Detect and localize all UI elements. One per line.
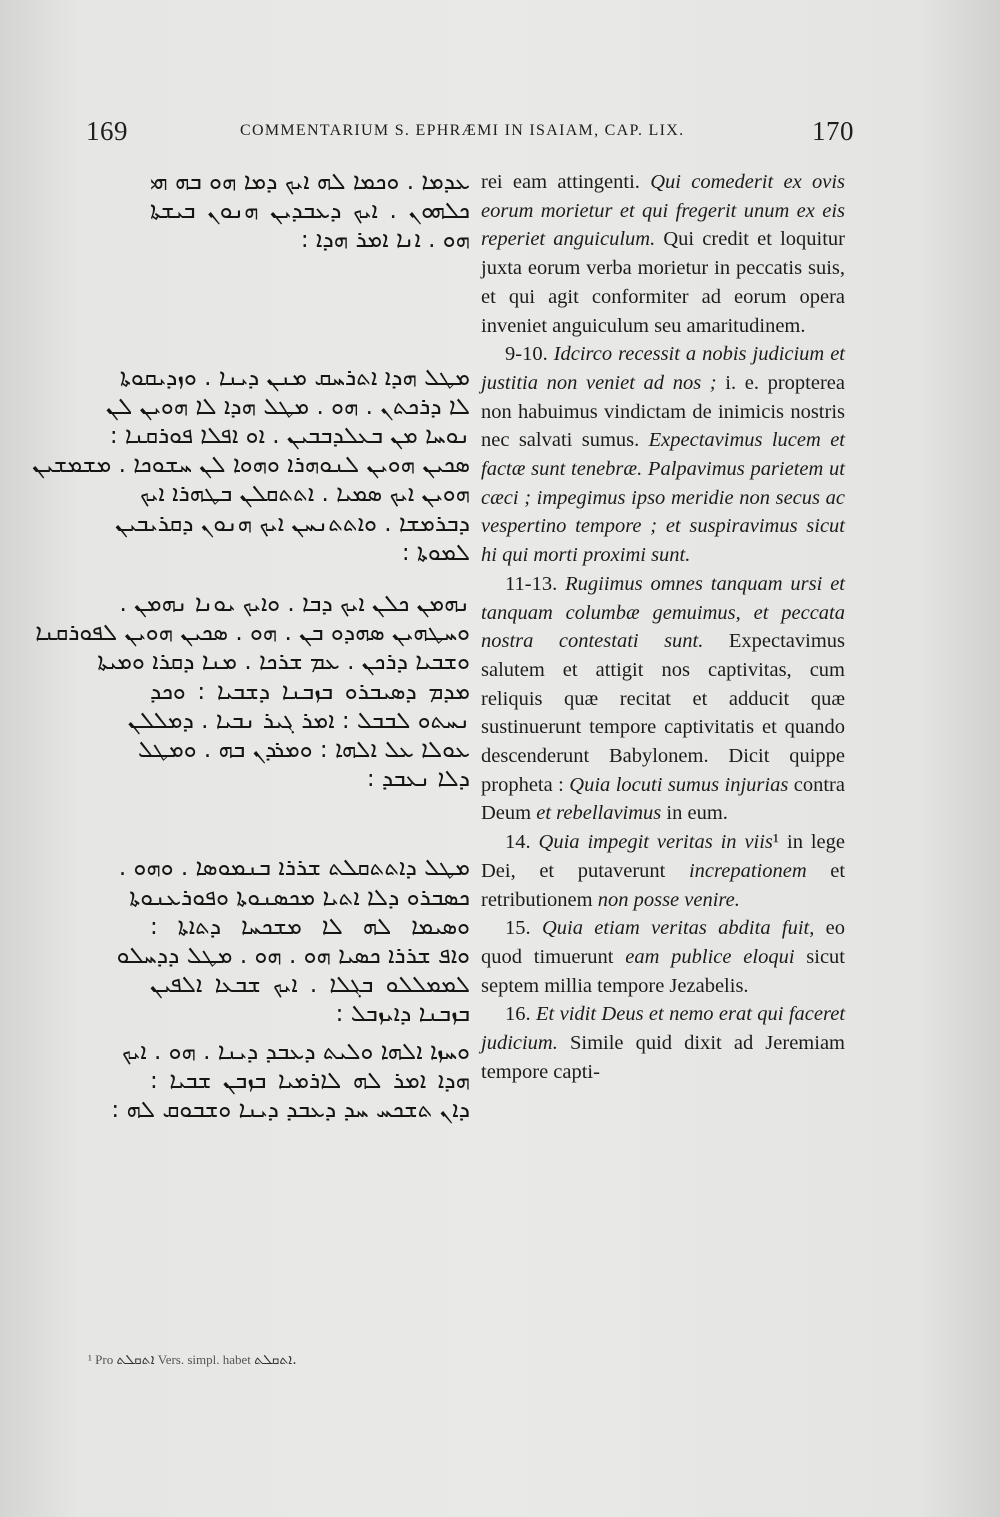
italic-text: Idcirco recessit a nobis judicium et justitia non veniet ad nos ; — [481, 343, 845, 394]
italic-text: non posse venire. — [597, 888, 740, 911]
syriac-line: ܘܐܦ ܫܪܪܐ ܟܣܝܐ ܗܘ . ܗܘ . ܡܛܠ ܕܕܚܠܘ — [116, 943, 470, 970]
latin-paragraph — [481, 570, 845, 828]
syriac-line: ܕܐܢ ܬܫܟܚ ܚܕ ܕܥܒܕ ܕܝܢܐ ܘܫܒܘܩ ܠܗ : — [111, 1097, 470, 1124]
syriac-line: ܢܘܚܐ ܡܢ ܒܥܠܕܒܒܝܢ . ܐܘ ܐܦܠܐ ܦܘܪܩܢܐ : — [109, 423, 470, 450]
roman-text: eo quod timuerunt — [481, 917, 845, 968]
roman-text: 16. — [505, 1003, 537, 1026]
syriac-column — [32, 168, 470, 1125]
footnote-prefix: ¹ Pro — [88, 1352, 114, 1367]
syriac-line: ܟܠܗܘܢ . ܐܝܟ ܕܥܒܕܝܢ ܗܢܘܢ ܒܝܫܬܐ — [150, 198, 470, 225]
syriac-line: ܥܘܠܐ ܥܠ ܐܠܗܐ : ܘܡܪܕܢ ܒܗ . ܘܡܛܠ — [137, 737, 470, 764]
syriac-line: ܗܘܝܢ ܐܝܟ ܣܡܝܐ . ܐܬܬܩܠܢ ܒܛܗܪܐ ܐܝܟ — [139, 481, 470, 508]
roman-text: contra Deum — [481, 773, 845, 825]
italic-text: Quia etiam veritas abdita fuit, — [541, 917, 815, 940]
roman-text: 14. — [505, 831, 539, 854]
roman-text: 9-10. — [505, 343, 554, 366]
page-number-left: 169 — [86, 116, 128, 146]
italic-text: Et vidit Deus et nemo erat qui faceret judicium. — [481, 1003, 846, 1055]
latin-paragraph — [481, 340, 845, 570]
syriac-line: ܡܛܠ ܕܐܬܬܩܠܬ ܫܪܪܐ ܒܢܡܘܣܐ . ܘܗܘ . — [118, 855, 470, 882]
syriac-line: ܠܡܡܠܠܘ ܒܓܠܐ . ܐܝܟ ܫܒܥܐ ܐܠܦܝܢ — [150, 972, 470, 999]
syriac-block — [111, 1038, 470, 1126]
latin-paragraph — [481, 828, 845, 914]
syriac-line: ܠܐ ܕܪܟܬܢ . ܗܘ . ܡܛܠ ܗܕܐ ܠܐ ܗܘܝܢ ܠܢ — [106, 393, 470, 420]
syriac-line: ܕܠܐ ܢܥܒܕ : — [366, 766, 470, 793]
syriac-line: ܥܕܡܐ . ܘܟܡܐ ܠܗ ܐܝܟ ܕܡܐ ܗܘ ܒܗ ܗܝ — [150, 169, 470, 195]
roman-text: Simile quid dixit ad Jeremiam tempore capti- — [481, 1032, 845, 1083]
page-number-right: 170 — [812, 116, 854, 146]
syriac-line: ܡܛܠ ܗܕܐ ܐܬܪܚܩ ܡܢܢ ܕܝܢܐ . ܘܙܕܝܩܘܬܐ — [119, 364, 470, 391]
roman-text: Expectavimus salutem et attigit nos captivitas, cum reliquis quæ recitat et adducit quæ sustinuerunt tempore captivitatis et quando descenderunt Babylonem. Dicit quippe propheta : — [481, 630, 845, 796]
roman-text: Qui credit et loquitur juxta eorum verba morietur in peccatis suis, et qui agit conformiter ad eorum opera inveniet anguiculum seu amaritudinem. — [481, 228, 845, 337]
latin-column — [481, 168, 845, 1087]
latin-paragraph — [481, 168, 845, 340]
italic-text: Rugiimus omnes tanquam ursi et tanquam columbæ gemuimus, et peccata nostra contestati sunt. — [481, 572, 845, 653]
footnote-syriac-1: ܐܬܩܠܬ — [116, 1352, 155, 1368]
italic-text: increpationem — [688, 859, 807, 882]
syriac-line: ܟܣܒܪܘ ܕܠܐ ܐܬܝܐ ܡܟܣܢܘܬܐ ܘܦܘܪܥܢܘܬܐ — [129, 884, 470, 911]
latin-paragraph — [481, 1000, 845, 1086]
roman-text: ¹ — [772, 831, 780, 854]
roman-text: 15. — [505, 917, 542, 940]
roman-text: sicut septem millia tempore Jezabelis. — [481, 945, 845, 997]
syriac-block — [116, 854, 470, 1029]
roman-text: i. e. propterea non habuimus vindictam de inimicis nostris nec salvati sumus. — [481, 371, 845, 452]
roman-text: et retributionem — [481, 859, 846, 911]
footnote-syriac-2: ܐܬܩܠܬ. — [254, 1352, 297, 1368]
syriac-line: ܗܕܐ ܐܡܪ ܠܗ ܠܐܪܡܝܐ ܒܙܒܢ ܫܒܝܐ : — [150, 1067, 470, 1094]
syriac-line: ܕܒܪܡܫܐ . ܘܐܬܬܢܚܢ ܐܝܟ ܗܢܘܢ ܕܩܪܝܒܝܢ — [115, 510, 470, 537]
italic-text: Expectavimus lucem et factæ sunt tenebræ. Palpavimus parietem ut cæci ; impegimus ipso meridie non secus ac vespertino tempore ; et suspiravimus sicut hi qui morti proximi sunt. — [481, 429, 845, 567]
syriac-block — [35, 590, 470, 794]
syriac-block — [150, 168, 470, 256]
footnote-mid: Vers. simpl. habet — [157, 1352, 251, 1367]
roman-text: rei eam attingenti. — [481, 171, 651, 193]
italic-text: et rebellavimus — [536, 802, 662, 825]
syriac-line: ܒܙܒܢܐ ܕܐܝܙܒܠ : — [335, 1001, 470, 1028]
italic-text: Qui comederit ex ovis eorum morietur et qui fregerit unum ex eis reperiet anguiculum. — [481, 171, 845, 251]
latin-paragraph — [481, 914, 845, 1000]
syriac-line: ܢܗܡܢ ܟܠܢ ܐܝܟ ܕܒܐ . ܘܐܝܟ ܝܘܢܐ ܢܗܡܢ . — [119, 591, 470, 618]
syriac-line: ܠܡܘܬܐ : — [401, 539, 470, 566]
syriac-line: ܣܟܝܢ ܗܘܝܢ ܠܢܘܗܪܐ ܘܗܘܐ ܠܢ ܚܫܘܟܐ . ܡܫܡܫܝܢ — [32, 452, 470, 479]
syriac-line: ܢܚܬܘ ܠܒܒܠ : ܐܡܪ ܓܝܪ ܢܒܝܐ . ܕܡܠܠܢ — [127, 707, 470, 734]
roman-text: in lege Dei, et putaverunt — [481, 831, 846, 882]
syriac-line: ܘܚܛܗܝܢ ܣܗܕܘ ܒܢ . ܗܘ . ܣܟܝܢ ܗܘܝܢ ܠܦܘܪܩܢܐ — [35, 620, 470, 647]
italic-text: eam publice eloqui — [625, 945, 795, 968]
syriac-line: ܗܘ . ܐܢܐ ܐܡܪ ܗܕܐ : — [300, 227, 470, 254]
roman-text: 11-13. — [505, 572, 566, 595]
syriac-line: ܘܣܝܡܐ ܠܗ ܠܐ ܡܫܟܚܐ ܕܬܐܬܐ : — [150, 913, 470, 940]
running-head: COMMENTARIUM S. EPHRÆMI IN ISAIAM, CAP. LIX. — [240, 122, 685, 139]
page-header — [0, 112, 1000, 152]
syriac-line: ܡܕܡ ܕܣܝܒܪܘ ܒܙܒܢܐ ܕܫܒܝܐ : ܘܟܕ — [150, 678, 470, 705]
italic-text: Quia impegit veritas in viis — [538, 831, 773, 854]
syriac-block — [32, 364, 470, 568]
syriac-line: ܘܚܙܐ ܐܠܗܐ ܘܠܝܬ ܕܥܒܕ ܕܝܢܐ . ܗܘ . ܐܝܟ — [121, 1038, 470, 1065]
syriac-line: ܘܫܒܝܐ ܕܪܟܢ . ܥܡ ܫܪܟܐ . ܡܢܐ ܕܩܪܐ ܘܡܝܬܐ — [97, 649, 470, 676]
footnote — [88, 1352, 297, 1368]
roman-text: in eum. — [661, 802, 728, 825]
italic-text: Quia locuti sumus injurias — [569, 773, 789, 796]
